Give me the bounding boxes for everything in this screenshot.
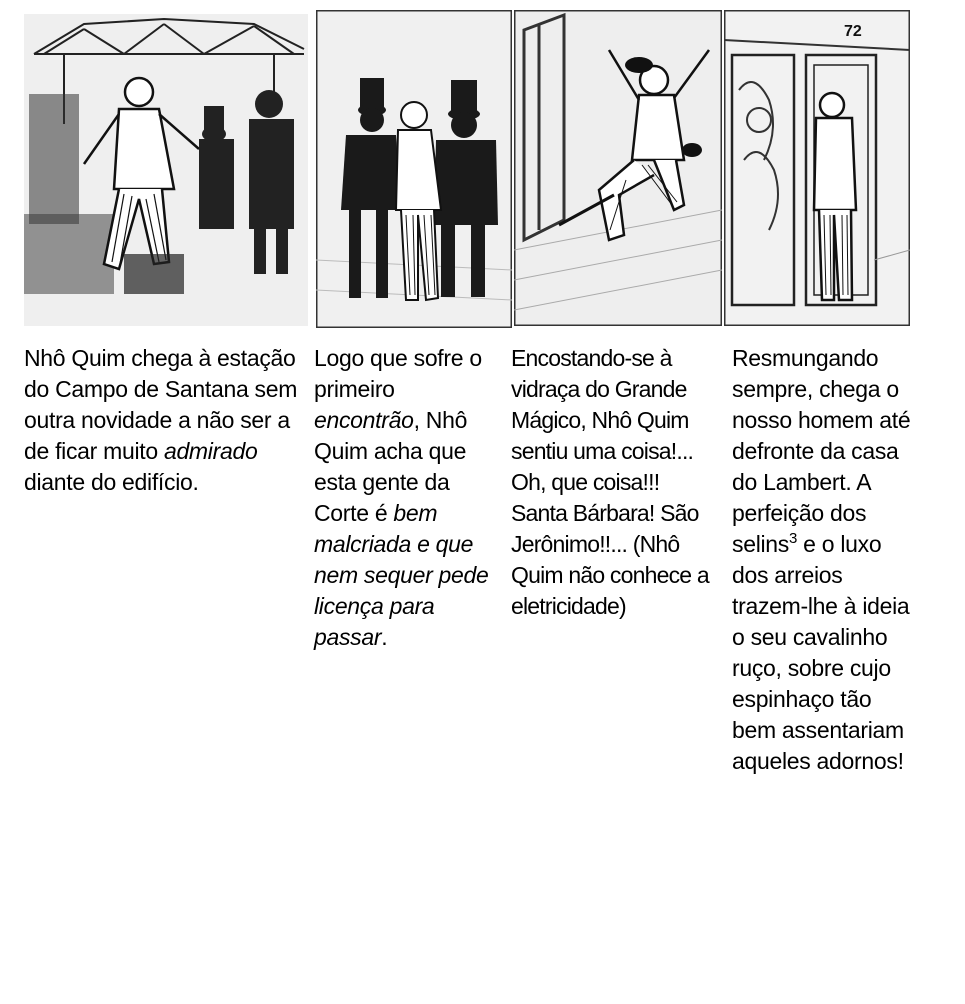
emphasis-text: admirado <box>163 438 258 464</box>
caption-panel-4: Resmungando sempre, chega o nosso homem até defronte da casa do Lambert. A perfeição dos selins$^3$ e o luxo dos arreios trazem-lhe à ideia o seu cavalinho ruço, sobre cujo espinhaço tão bem assentariam aqueles adornos! <box>732 345 911 774</box>
station-hall-illustration <box>24 14 308 326</box>
electric-shock-illustration <box>514 10 722 326</box>
crowd-bump-illustration <box>316 10 512 328</box>
comic-panel-1 <box>24 14 308 326</box>
emphasis-text: encontrão <box>314 407 414 433</box>
door-number: 72 <box>844 23 862 40</box>
comic-panel-2 <box>316 10 512 328</box>
shop-window-illustration <box>724 10 910 326</box>
comic-panel-4 <box>724 10 910 326</box>
caption-panel-2: Logo que sofre o primeiro encontrão, Nhô Quim acha que esta gente da Corte é bem malcriada e que nem sequer pede licença para passar. <box>314 345 489 650</box>
caption-panel-3: Encostando-se à vidraça do Grande Mágico, Nhô Quim sentiu uma coisa!... Oh, que coisa!!! Santa Bárbara! São Jerônimo!!... (Nhô Quim não conhece a eletricidade) <box>511 345 709 619</box>
emphasis-text: bem malcriada e que nem sequer pede licença para passar <box>314 500 489 650</box>
footnote-marker: 3 <box>789 530 798 547</box>
comic-panel-3 <box>514 10 722 326</box>
caption-panel-1: Nhô Quim chega à estação do Campo de Santana sem outra novidade a não ser a de ficar muito admirado diante do edifício. <box>24 345 298 495</box>
